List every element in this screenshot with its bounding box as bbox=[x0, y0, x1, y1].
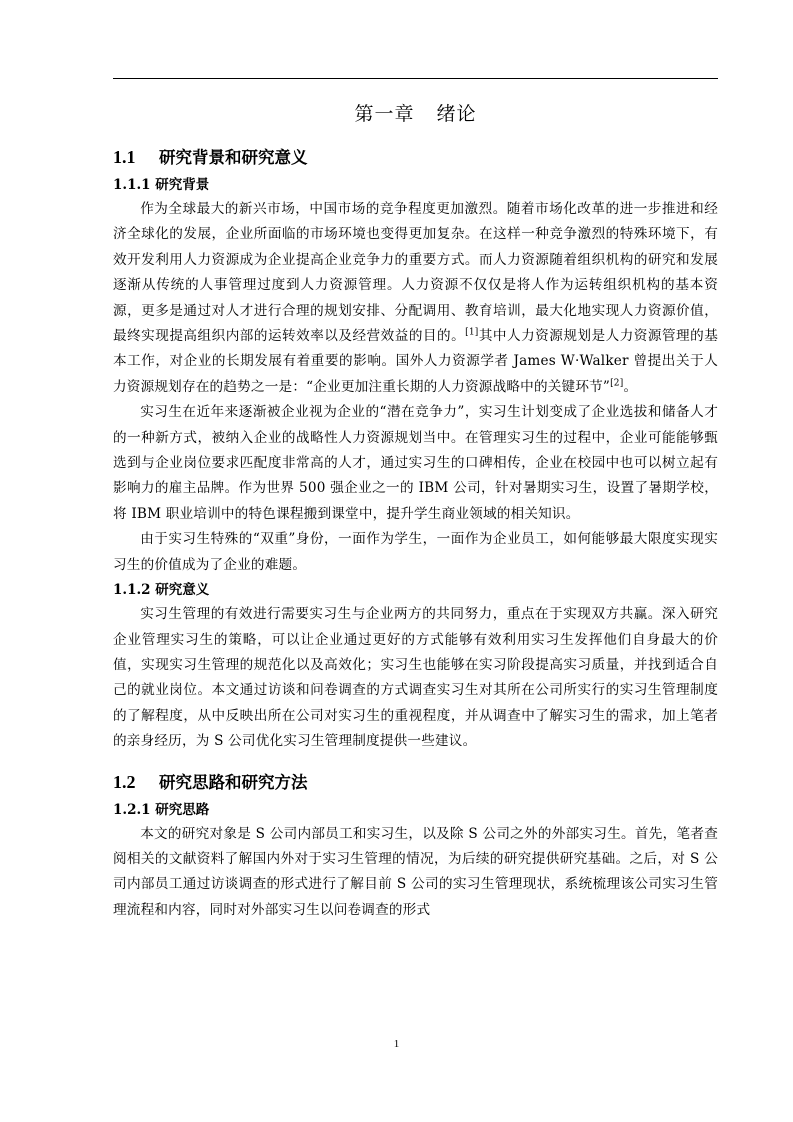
paragraph-text: 其中人力资源规划是人力资源管理的基本工作，对企业的长期发展有着重要的影响。国外人力资源学者 James W·Walker 曾提出关于人力资源规划存在的趋势之一是：“企业更加注重长期的人力资源战略中的关键环节” bbox=[113, 328, 719, 395]
citation-marker: [2] bbox=[610, 378, 624, 389]
subsection-heading-1-1-1: 1.1.1 研究背景 bbox=[113, 177, 210, 193]
section-number: 1.2 bbox=[113, 771, 136, 792]
chapter-number: 第一章 bbox=[354, 103, 415, 125]
paragraph bbox=[113, 197, 718, 400]
section-heading-1-1 bbox=[113, 142, 718, 173]
subsection-heading-1-1-2: 1.1.2 研究意义 bbox=[113, 582, 210, 599]
paragraph-text: 。 bbox=[623, 378, 638, 395]
document-body bbox=[113, 96, 718, 923]
paragraph: 实习生管理的有效进行需要实习生与企业两方的共同努力，重点在于实现双方共赢。深入研究企业管理实习生的策略，可以让企业通过更好的方式能够有效利用实习生发挥他们自身最大的价值，实现实习生管理的规范化以及高效化；实习生也能够在实习阶段提高实习质量，并找到适合自己的就业岗位。本文通过访谈和问卷调查的方式调查实习生对其所在公司所实行的实习生管理制度的了解程度，从中反映出所在公司对实习生的重视程度，并从调查中了解实习生的需求，加上笔者的亲身经历，为 S 公司优化实习生管理制度提供一些建议。 bbox=[113, 606, 718, 750]
section-heading-1-2 bbox=[113, 767, 718, 798]
paragraph-text: 作为全球最大的新兴市场，中国市场的竞争程度更加激烈。随着市场化改革的进一步推进和经济全球化的发展，企业所面临的市场环境也变得更加复杂。在这样一种竞争激烈的特殊环境下，有效开发利用人力资源成为企业提高企业竞争力的重要方式。而人力资源随着组织机构的研究和发展逐渐从传统的人事管理过度到人力资源管理。人力资源不仅仅是将人作为运转组织机构的基本资源，更多是通过对人才进行合理的规划安排、分配调用、教育培训，最大化地实现人力资源价值，最终实现提高组织内部的运转效率以及经营效益的目的。 bbox=[113, 201, 718, 345]
citation-marker: [1] bbox=[465, 327, 479, 338]
page-number: 1 bbox=[393, 1038, 400, 1050]
paragraph: 实习生在近年来逐渐被企业视为企业的“潜在竞争力”，实习生计划变成了企业选拔和储备人才的一种新方式，被纳入企业的战略性人力资源规划当中。在管理实习生的过程中，企业可能能够甄选到与企业岗位要求匹配度非常高的人才，通过实习生的口碑相传，企业在校园中也可以树立起有影响力的雇主品牌。作为世界 500 强企业之一的 IBM 公司，针对暑期实习生，设置了暑期学校，将 IBM 职业培训中的特色课程搬到课堂中，提升学生商业领域的相关知识。 bbox=[113, 404, 718, 522]
section-title: 研究思路和研究方法 bbox=[159, 772, 308, 792]
paragraph: 本文的研究对象是 S 公司内部员工和实习生，以及除 S 公司之外的外部实习生。首先，笔者查阅相关的文献资料了解国内外对于实习生管理的情况，为后续的研究提供研究基础。之后，对 S 公司内部员工通过访谈调查的形式进行了解目前 S 公司的实习生管理现状，系统梳理该公司实习生管理流程和内容，同时对外部实习生以问卷调查的形式 bbox=[113, 825, 718, 918]
header-rule bbox=[113, 78, 718, 79]
section-number: 1.1 bbox=[113, 147, 136, 167]
chapter-name: 绪论 bbox=[436, 103, 477, 125]
paragraph: 由于实习生特殊的“双重”身份，一面作为学生，一面作为企业员工，如何能够最大限度实现实习生的价值成为了企业的难题。 bbox=[113, 531, 718, 573]
section-title: 研究背景和研究意义 bbox=[159, 148, 308, 167]
chapter-title bbox=[113, 96, 718, 132]
subsection-heading-1-2-1: 1.2.1 研究思路 bbox=[113, 801, 210, 818]
